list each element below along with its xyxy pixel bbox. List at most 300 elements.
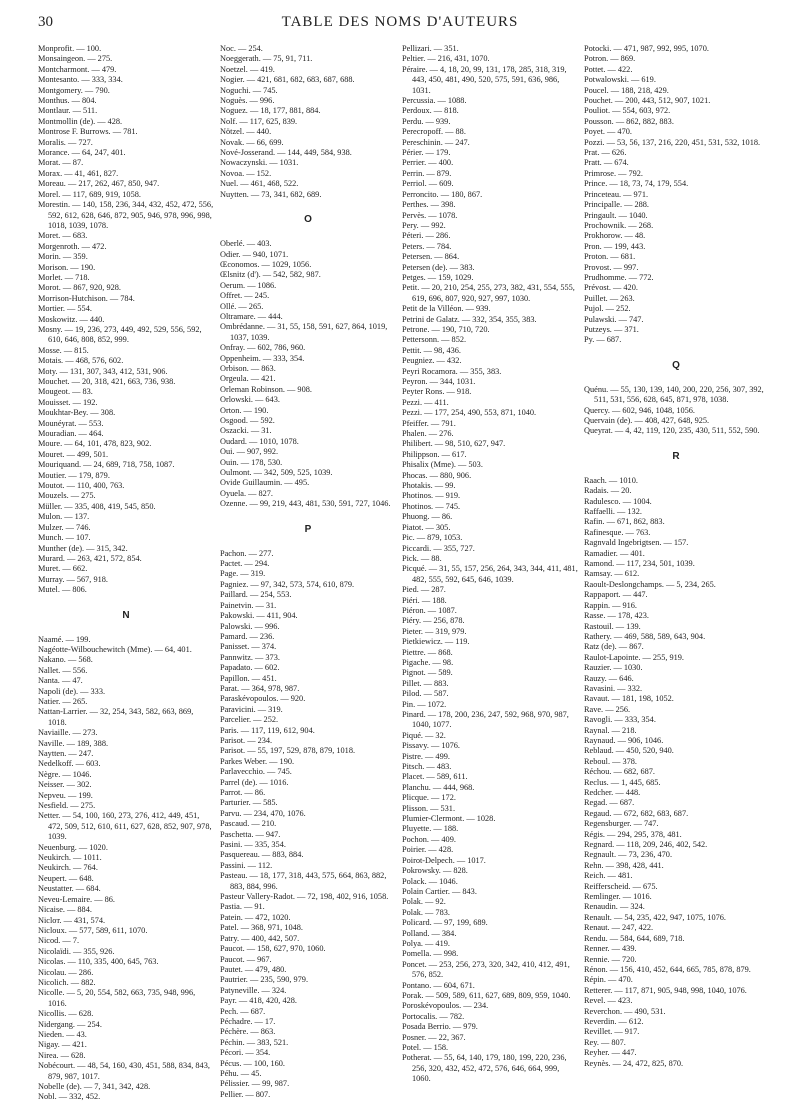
index-entry: Ravaut. — 181, 198, 1052. <box>584 694 674 704</box>
index-entry: Muret. — 662. <box>38 564 88 574</box>
index-entry: Radulesco. — 1004. <box>584 496 652 506</box>
index-entry: Phalen. — 276. <box>402 429 454 439</box>
index-entry: Morance. — 64, 247, 401. <box>38 148 126 158</box>
index-entry: Naamé. — 199. <box>38 634 91 644</box>
index-entry: Raffaelli. — 132. <box>584 507 642 517</box>
index-entry: Pin. — 1072. <box>402 699 447 709</box>
index-entry: Redcher. — 448. <box>584 788 641 797</box>
index-entry: Perroncito. — 180, 867. <box>402 189 483 199</box>
index-entry: Page. — 319. <box>220 569 266 579</box>
index-entry: Nötzel. — 440. <box>220 127 272 137</box>
index-entry: Ollé. — 265. <box>220 301 264 311</box>
index-entry: Nègre. — 1046. <box>38 769 92 779</box>
index-entry: Neveu-Lemaire. — 86. <box>38 894 115 904</box>
index-entry: Reblaud. — 450, 520, 940. <box>584 746 674 756</box>
index-column-2 <box>220 44 396 1099</box>
index-entry: Péchère. — 863. <box>220 1027 276 1037</box>
index-entry: Pluyette. — 188. <box>402 824 459 834</box>
index-entry: Rafin. — 671, 862, 883. <box>584 517 665 527</box>
index-entry: Pezzi. — 411. <box>402 397 449 407</box>
index-entry: Pettit. — 98, 436. <box>402 345 462 355</box>
index-entry: Montgomery. — 790. <box>38 85 110 95</box>
index-entry: Orbison. — 863. <box>220 363 276 373</box>
index-entry: Pieter. — 319, 979. <box>402 626 467 636</box>
index-entry: Perdu. — 939. <box>402 116 451 126</box>
index-entry: Montcharmont. — 479. <box>38 64 117 74</box>
index-entry: Renner. — 439. <box>584 944 637 954</box>
index-entry: Pujol. — 252. <box>584 304 631 314</box>
index-entry: Ozenne. — 99, 219, 443, 481, 530, 591, 727, 1046. <box>220 499 391 509</box>
index-entry: Nicaise. — 884. <box>38 905 92 915</box>
index-entry: Rauzy. — 646. <box>584 673 634 683</box>
index-entry: Pamard. — 236. <box>220 631 275 641</box>
index-entry: Revel. — 423. <box>584 996 633 1006</box>
index-entry: Mouriquand. — 24, 689, 718, 758, 1087. <box>38 460 175 470</box>
index-entry: Morin. — 359. <box>38 252 88 262</box>
index-entry: Noc. — 254. <box>220 44 263 53</box>
index-entry: Polland. — 384. <box>402 928 457 938</box>
index-entry: Œlsnitz (d'). — 542, 582, 987. <box>220 270 321 280</box>
index-entry: Naytten. — 247. <box>38 749 94 758</box>
index-entry: Quervain (de). — 408, 427, 648, 925. <box>584 416 710 425</box>
index-entry: Pautrier. — 235, 590, 979. <box>220 975 309 985</box>
index-entry: Morax. — 41, 461, 827. <box>38 168 119 178</box>
index-entry: Nidergang. — 254. <box>38 1019 102 1029</box>
index-entry: Morlet. — 718. <box>38 272 90 282</box>
index-entry: Pery. — 992. <box>402 220 446 230</box>
index-entry: Peugniez. — 432. <box>402 356 462 366</box>
index-entry: Pactet. — 294. <box>220 559 270 569</box>
index-column-1 <box>38 44 214 1102</box>
index-entry: Parat. — 364, 978, 987. <box>220 683 300 693</box>
index-entry: Prévost. — 420. <box>584 283 638 293</box>
index-entry: Polain Cartier. — 843. <box>402 886 477 896</box>
index-entry: Rastouil. — 139. <box>584 621 641 631</box>
index-entry: Panisset. — 374. <box>220 642 277 652</box>
index-entry: Pied. — 287. <box>402 585 446 595</box>
index-entry: Parisot. — 234. <box>220 735 273 745</box>
index-entry: Perthes. — 398. <box>402 200 456 210</box>
index-entry: Pottet. — 422. <box>584 64 633 74</box>
index-entry: Nicollis. — 628. <box>38 1009 94 1019</box>
index-entry: Polak. — 783. <box>402 907 450 917</box>
index-entry: Plisson. — 531. <box>402 803 456 813</box>
index-entry: Poirot-Delpech. — 1017. <box>402 855 486 865</box>
index-entry: Moutot. — 110, 400, 763. <box>38 481 125 491</box>
index-entry: Queyrat. — 4, 42, 119, 120, 235, 430, 511, 552, 590. <box>584 426 760 436</box>
index-entry: Raynal. — 218. <box>584 725 637 735</box>
index-entry: Monthus. — 804. <box>38 96 97 106</box>
index-entry: Nobécourt. — 48, 54, 160, 430, 451, 588, 834, 843, 879, 987, 1017. <box>38 1061 210 1081</box>
index-entry: Renaudin. — 324. <box>584 902 645 912</box>
index-entry: Pachon. — 277. <box>220 548 274 558</box>
index-entry: Orleman Robinson. — 908. <box>220 384 312 394</box>
index-entry: Osgood. — 592. <box>220 416 275 425</box>
index-entry: Pic. — 879, 1053. <box>402 533 463 543</box>
index-entry: Patyneville. — 324. <box>220 985 287 995</box>
index-entry: Plumier-Clermont. — 1028. <box>402 814 496 824</box>
index-entry: Nallet. — 556. <box>38 665 88 675</box>
index-entry: Oszacki. — 31. <box>220 426 272 436</box>
index-entry: Moty. — 131, 307, 343, 412, 531, 906. <box>38 366 168 376</box>
index-entry: Orlowski. — 643. <box>220 395 280 405</box>
index-entry: Piqué. — 32. <box>402 730 446 740</box>
index-entry: Péchadre. — 17. <box>220 1016 276 1026</box>
index-entry: Raynaud. — 906, 1046. <box>584 735 664 745</box>
index-entry: Percussia. — 1088. <box>402 96 467 106</box>
index-entry: Paris. — 117, 119, 612, 904. <box>220 725 315 735</box>
index-entry: Orgeula. — 421. <box>220 374 276 384</box>
index-column-4 <box>584 44 768 1074</box>
index-entry: Rave. — 256. <box>584 704 631 714</box>
index-entry: Parlavecchio. — 745. <box>220 767 292 777</box>
index-entry: Posner. — 22, 367. <box>402 1032 466 1042</box>
index-entry: Mosny. — 19, 236, 273, 449, 492, 529, 556, 592, 610, 646, 808, 852, 999. <box>38 324 202 345</box>
index-entry: Nedelkoff. — 603. <box>38 759 101 769</box>
index-entry: Ratz (de). — 867. <box>584 642 644 652</box>
index-entry: Pfeiffer. — 791. <box>402 418 456 428</box>
index-entry: Parisot. — 55, 197, 529, 878, 879, 1018. <box>220 746 356 756</box>
index-entry: Pringault. — 1040. <box>584 210 648 220</box>
index-entry: Ramadier. — 401. <box>584 548 645 558</box>
index-entry: Photinos. — 745. <box>402 501 461 511</box>
index-entry: Puillet. — 263. <box>584 293 635 303</box>
index-entry: Novak. — 66, 699. <box>220 137 284 147</box>
index-entry: Regad. — 687. <box>584 798 635 808</box>
index-entry: Mouisset. — 192. <box>38 397 98 407</box>
index-entry: Reclus. — 1, 445, 685. <box>584 777 661 787</box>
index-entry: Motais. — 468, 576, 602. <box>38 356 124 366</box>
index-entry: Müller. — 335, 408, 419, 545, 850. <box>38 501 156 511</box>
index-entry: Mouradian. — 464. <box>38 429 104 439</box>
index-entry: Morison. — 190. <box>38 262 96 272</box>
index-entry: Parrel (de). — 1016. <box>220 777 289 787</box>
index-entry: Pasteau. — 18, 177, 318, 443, 575, 664, 863, 882, 883, 884, 996. <box>220 871 387 891</box>
index-entry: Reverchon. — 490, 531. <box>584 1006 666 1016</box>
index-entry: Ombrédanne. — 31, 55, 158, 591, 627, 864, 1019, 1037, 1039. <box>220 322 388 342</box>
index-entry: Prokhorow. — 48. <box>584 231 646 241</box>
index-entry: Pasini. — 335, 354. <box>220 840 286 850</box>
index-entry: Rehn. — 398, 428, 441. <box>584 860 664 870</box>
index-entry: Pousson. — 862, 882, 883. <box>584 116 674 126</box>
index-entry: Mouret. — 499, 501. <box>38 449 109 459</box>
index-entry: Nicolas. — 110, 335, 400, 645, 763. <box>38 957 159 967</box>
index-entry: Répin. — 470. <box>584 975 633 985</box>
index-entry: Revillet. — 917. <box>584 1027 640 1037</box>
index-entry: Retterer. — 117, 871, 905, 948, 998, 1040, 1076. <box>584 985 747 995</box>
index-entry: Oulmont. — 342, 509, 525, 1039. <box>220 468 333 478</box>
index-entry: Peters. — 784. <box>402 241 452 251</box>
index-entry: Painetvin. — 31. <box>220 600 277 610</box>
index-entry: Pratt. — 674. <box>584 158 629 168</box>
index-entry: Pech. — 687. <box>220 1006 266 1016</box>
letter-heading: Q <box>672 359 680 371</box>
index-entry: Rafinesque. — 763. <box>584 527 651 537</box>
index-entry: Pakowski. — 411, 904. <box>220 611 298 621</box>
index-entry: Rénon. — 156, 410, 452, 644, 665, 785, 878, 879. <box>584 964 751 974</box>
index-entry: Perdoux. — 818. <box>402 106 459 116</box>
index-entry: Rasse. — 178, 423. <box>584 611 649 621</box>
index-entry: Piéron. — 1087. <box>402 605 457 615</box>
index-entry: Parvu. — 234, 470, 1076. <box>220 808 306 818</box>
index-entry: Pautet. — 479, 480. <box>220 964 287 974</box>
index-entry: Naviaille. — 273. <box>38 728 98 738</box>
index-entry: Philibert. — 98, 510, 627, 947. <box>402 439 506 449</box>
index-entry: Oberlé. — 403. <box>220 239 272 249</box>
index-entry: Pissavy. — 1076. <box>402 741 461 751</box>
running-title: TABLE DES NOMS D'AUTEURS <box>281 14 519 30</box>
index-entry: Reynès. — 24, 472, 825, 870. <box>584 1058 684 1068</box>
index-entry: Mosse. — 815. <box>38 345 89 355</box>
index-entry: Papillon. — 451. <box>220 673 277 683</box>
index-entry: Rappaport. — 447. <box>584 590 648 600</box>
index-entry: Potwalowski. — 619. <box>584 75 656 85</box>
index-entry: Montesanto. — 333, 334. <box>38 75 123 85</box>
index-entry: Œconomos. — 1029, 1056. <box>220 259 312 269</box>
page-header <box>38 14 762 36</box>
index-entry: Monprofit. — 100. <box>38 44 102 53</box>
index-entry: Pilod. — 587. <box>402 689 449 699</box>
index-entry: Noguès. — 996. <box>220 96 275 106</box>
index-entry: Netter. — 54, 100, 160, 273, 276, 412, 449, 451, 472, 509, 512, 610, 611, 627, 628, 852, 907, 978, 1039. <box>38 811 212 842</box>
index-entry: Petit de la Villéon. — 939. <box>402 304 491 314</box>
index-entry: Remlinger. — 1016. <box>584 892 652 902</box>
index-entry: Novoa. — 152. <box>220 168 272 178</box>
index-entry: Odier. — 940, 1071. <box>220 249 289 259</box>
index-entry: Murray. — 567, 918. <box>38 574 108 584</box>
index-entry: Oudard. — 1010, 1078. <box>220 436 299 446</box>
index-entry: Pereschinin. — 247. <box>402 137 470 147</box>
index-entry: Proton. — 681. <box>584 252 636 262</box>
index-entry: Neuenburg. — 1020. <box>38 842 108 852</box>
index-entry: Pozzi. — 53, 56, 137, 216, 220, 451, 531, 532, 1018. <box>584 137 761 147</box>
index-entry: Regaud. — 672, 682, 683, 687. <box>584 808 689 818</box>
index-entry: Pellier. — 807. <box>220 1089 271 1099</box>
letter-heading: O <box>304 214 312 226</box>
index-entry: Prudhomme. — 772. <box>584 272 654 282</box>
index-entry: Nogier. — 421, 681, 682, 683, 687, 688. <box>220 75 355 85</box>
index-entry: Prince. — 18, 73, 74, 179, 554. <box>584 179 689 189</box>
index-entry: Pélissier. — 99, 987. <box>220 1079 290 1089</box>
index-entry: Moralis. — 727. <box>38 137 93 147</box>
index-entry: Parkes Weber. — 190. <box>220 756 295 766</box>
index-entry: Paucot. — 158, 627, 970, 1060. <box>220 944 326 954</box>
index-entry: Napoli (de). — 333. <box>38 686 106 696</box>
index-entry: Primrose. — 792. <box>584 168 643 178</box>
index-entry: Moure. — 64, 101, 478, 823, 902. <box>38 439 152 449</box>
index-entry: Morrison-Hutchison. — 784. <box>38 293 135 303</box>
index-entry: Patry. — 400, 442, 507. <box>220 933 300 943</box>
index-entry: Noguez. — 18, 177, 881, 884. <box>220 106 321 116</box>
index-entry: Planchu. — 444, 968. <box>402 782 475 792</box>
index-entry: Placet. — 589, 611. <box>402 772 468 782</box>
index-entry: Neustatter. — 684. <box>38 884 101 894</box>
index-entry: Pascaud. — 210. <box>220 819 277 829</box>
index-entry: Pron. — 199, 443. <box>584 241 646 251</box>
index-entry: Prat. — 626. <box>584 148 627 158</box>
index-entry: Regnault. — 73, 236, 470. <box>584 850 673 860</box>
index-entry: Petersen. — 864. <box>402 252 460 262</box>
index-entry: Natier. — 265. <box>38 696 88 706</box>
index-entry: Polack. — 1046. <box>402 876 458 886</box>
index-entry: Regnard. — 118, 209, 246, 402, 542. <box>584 840 708 850</box>
index-entry: Paillard. — 254, 553. <box>220 590 292 600</box>
index-entry: Nanta. — 47. <box>38 676 83 686</box>
index-entry: Nieden. — 43. <box>38 1029 87 1039</box>
index-entry: Nakano. — 568. <box>38 655 93 665</box>
index-entry: Munch. — 107. <box>38 533 91 543</box>
index-entry: Neisser. — 302. <box>38 780 92 790</box>
index-entry: Peyri Rocamora. — 355, 383. <box>402 366 502 376</box>
index-entry: Perecropoff. — 88. <box>402 127 466 137</box>
index-entry: Reverdin. — 612. <box>584 1016 644 1026</box>
index-entry: Porak. — 509, 589, 611, 627, 689, 809, 959, 1040. <box>402 990 571 1000</box>
index-entry: Poirier. — 428. <box>402 845 454 855</box>
index-column-3 <box>402 44 578 1084</box>
index-entry: Neupert. — 648. <box>38 873 94 883</box>
index-entry: Nicod. — 7. <box>38 936 80 946</box>
index-entry: Ouin. — 178, 530. <box>220 457 283 467</box>
index-entry: Oltramare. — 444. <box>220 311 283 321</box>
index-entry: Orton. — 190. <box>220 405 269 415</box>
index-entry: Nicloux. — 577, 589, 611, 1070. <box>38 925 148 935</box>
index-entry: Naville. — 189, 388. <box>38 738 109 748</box>
index-entry: Potron. — 869. <box>584 54 636 64</box>
index-entry: Nicloт. — 431, 574. <box>38 915 106 925</box>
index-entry: Reich. — 481. <box>584 871 633 881</box>
index-entry: Nowaczynski. — 1031. <box>220 158 299 168</box>
index-entry: Pigache. — 98. <box>402 657 454 667</box>
index-entry: Mouchet. — 20, 318, 421, 663, 736, 938. <box>38 377 176 386</box>
index-entry: Nigay. — 421. <box>38 1040 87 1050</box>
index-entry: Peyter Rons. — 918. <box>402 387 472 397</box>
index-entry: Patel. — 368, 971, 1048. <box>220 923 303 933</box>
index-entry: Pellizari. — 351. <box>402 44 459 53</box>
index-entry: Pastia. — 91. <box>220 902 265 912</box>
index-entry: Piettre. — 868. <box>402 647 453 657</box>
index-entry: Rathery. — 469, 588, 589, 643, 904. <box>584 631 706 641</box>
index-entry: Morot. — 867, 920, 928. <box>38 283 121 293</box>
page-number: 30 <box>38 14 53 30</box>
index-entry: Pécori. — 354. <box>220 1048 271 1058</box>
index-entry: Morat. — 87. <box>38 158 84 168</box>
index-entry: Pasquereau. — 883, 884. <box>220 850 304 860</box>
index-entry: Nuel. — 461, 468, 522. <box>220 179 299 189</box>
index-entry: Mutel. — 806. <box>38 585 87 595</box>
index-entry: Princeteau. — 971. <box>584 189 649 199</box>
index-entry: Nicolle. — 5, 20, 554, 582, 663, 735, 948, 996, 1016. <box>38 988 196 1008</box>
index-entry: Renault. — 54, 235, 422, 947, 1075, 1076. <box>584 912 726 922</box>
index-entry: Poncet. — 253, 256, 273, 320, 342, 410, 412, 491, 576, 852. <box>402 959 570 980</box>
index-entry: Pervès. — 1078. <box>402 210 458 220</box>
index-entry: Photakis. — 99. <box>402 481 456 491</box>
index-entry: Pannwitz. — 373. <box>220 652 280 662</box>
index-entry: Philippson. — 617. <box>402 449 467 459</box>
index-entry: Poucel. — 188, 218, 429. <box>584 85 669 95</box>
index-entry: Petrone. — 190, 710, 720. <box>402 324 490 334</box>
index-entry: Pasteur Vallery-Radot. — 72, 198, 402, 916, 1058. <box>220 892 389 902</box>
index-entry: Piéri. — 188. <box>402 595 447 605</box>
index-entry: Nepveu. — 199. <box>38 790 93 800</box>
index-entry: Polak. — 92. <box>402 897 446 907</box>
index-entry: Morel. — 117, 689, 919, 1058. <box>38 189 141 199</box>
index-entry: Ramond. — 117, 234, 501, 1039. <box>584 559 695 569</box>
index-entry: Nirea. — 628. <box>38 1050 86 1060</box>
index-entry: Potocki. — 471, 987, 992, 995, 1070. <box>584 44 709 53</box>
index-entry: Paucot. — 967. <box>220 954 272 964</box>
index-entry: Quénu. — 55, 130, 139, 140, 200, 220, 256, 307, 392, 511, 531, 556, 628, 645, 871, 978, 1038. <box>584 384 764 405</box>
index-entry: Piéry. — 256, 878. <box>402 616 465 626</box>
letter-heading: R <box>672 450 680 462</box>
index-entry: Peltier. — 216, 431, 1070. <box>402 54 490 64</box>
index-entry: Patein. — 472, 1020. <box>220 912 291 922</box>
index-entry: Petrini de Galatz. — 332, 354, 355, 383. <box>402 314 537 324</box>
index-entry: Pécus. — 100, 160. <box>220 1058 285 1068</box>
index-entry: Potel. — 158. <box>402 1043 449 1052</box>
index-entry: Poroskévopoulos. — 234. <box>402 1001 489 1011</box>
index-entry: Ovide Guillaumin. — 495. <box>220 478 310 488</box>
index-entry: Perrin. — 879. <box>402 168 452 178</box>
index-entry: Rappin. — 916. <box>584 600 638 610</box>
index-entry: Piatot. — 305. <box>402 522 451 532</box>
index-entry: Rendu. — 584, 644, 689, 718. <box>584 933 685 943</box>
index-entry: Pistre. — 499. <box>402 751 450 761</box>
index-entry: Munther (de). — 315, 342. <box>38 543 128 553</box>
index-entry: Potherat. — 55, 64, 140, 179, 180, 199, 220, 236, 256, 320, 432, 452, 472, 576, 646, 664, 999, 1060. <box>402 1053 567 1084</box>
index-entry: Phocas. — 880, 906. <box>402 470 472 480</box>
index-entry: Palowski. — 996. <box>220 621 280 631</box>
index-entry: Poyet. — 470. <box>584 127 632 137</box>
index-entry: Oppenheim. — 333, 354. <box>220 353 305 363</box>
index-entry: Peyron. — 344, 1031. <box>402 377 476 386</box>
index-entry: Montrose F. Burrows. — 781. <box>38 127 138 137</box>
index-entry: Raoult-Deslongchamps. — 5, 234, 265. <box>584 579 716 589</box>
index-entry: Paravicini. — 319. <box>220 704 283 714</box>
index-entry: Ragnvald Ingebrigtsen. — 157. <box>584 538 689 548</box>
index-entry: Petges. — 159, 1029. <box>402 272 474 282</box>
index-entry: Ramsay. — 612. <box>584 569 640 579</box>
index-entry: Photinos. — 919. <box>402 491 461 501</box>
index-entry: Péhu. — 45. <box>220 1068 262 1078</box>
index-entry: Quercy. — 602, 946, 1048, 1056. <box>584 405 695 415</box>
index-entry: Polya. — 419. <box>402 938 450 948</box>
index-entry: Nicolau. — 286. <box>38 967 94 977</box>
index-entry: Radais. — 20. <box>584 486 632 496</box>
index-entry: Moreau. — 217, 262, 467, 850, 947. <box>38 179 160 189</box>
index-entry: Petit. — 20, 210, 254, 255, 273, 382, 431, 554, 555, 619, 696, 807, 920, 927, 997, 1030. <box>402 283 575 303</box>
index-entry: Pokrowsky. — 828. <box>402 866 468 876</box>
index-entry: Noetzel. — 419. <box>220 64 275 74</box>
index-entry: Picqué. — 31, 55, 157, 256, 264, 343, 344, 411, 481, 482, 555, 592, 645, 646, 1039. <box>402 564 578 584</box>
index-entry: Portocalis. — 782. <box>402 1011 465 1021</box>
index-entry: Pouliot. — 554, 603, 972. <box>584 106 671 116</box>
index-entry: Reboul. — 378. <box>584 756 638 766</box>
index-entry: Neukirch. — 1011. <box>38 853 102 863</box>
index-entry: Mougeot. — 83. <box>38 387 93 397</box>
letter-heading: N <box>122 609 130 621</box>
index-entry: Plicque. — 172. <box>402 793 456 803</box>
index-entry: Putzeys. — 371. <box>584 324 639 334</box>
index-entry: Monsaingeon. — 275. <box>38 54 113 64</box>
index-entry: Nobelle (de). — 7, 341, 342, 428. <box>38 1082 151 1091</box>
index-entry: Pitsch. — 483. <box>402 762 452 772</box>
index-entry: Renaut. — 247, 422. <box>584 923 654 933</box>
index-entry: Mouzels. — 275. <box>38 491 96 501</box>
index-entry: Paraskévopoulos. — 920. <box>220 694 306 704</box>
index-entry: Py. — 687. <box>584 335 622 345</box>
index-entry: Oui. — 907, 992. <box>220 447 279 457</box>
index-entry: Passini. — 112. <box>220 860 273 870</box>
